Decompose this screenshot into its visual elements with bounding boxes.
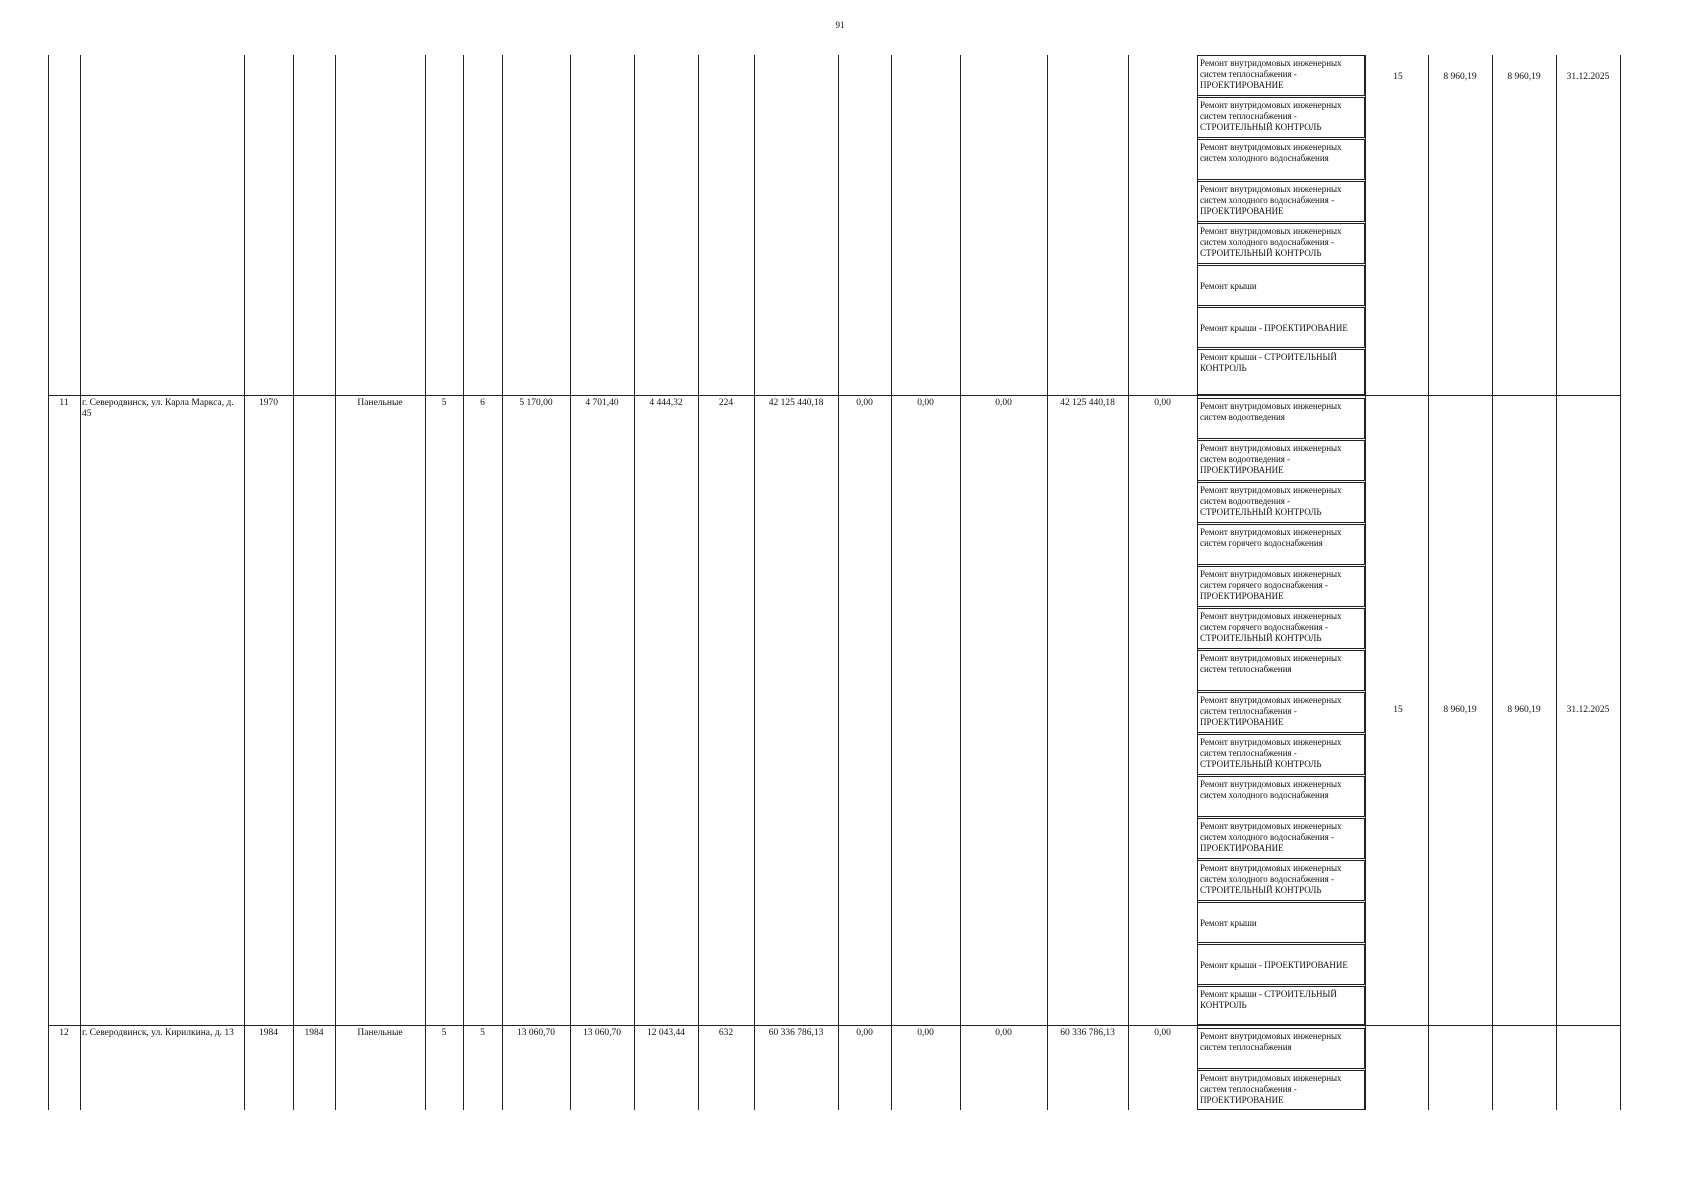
row-11-cost-1: 8 960,19 (1443, 705, 1477, 715)
work-item: Ремонт внутридомовых инженерных систем водоотведения - ПРОЕКТИРОВАНИЕ (1197, 440, 1365, 481)
work-item: Ремонт внутридомовых инженерных систем теплоснабжения (1197, 650, 1365, 691)
address: г. Северодвинск, ул. Карла Маркса, д. 45 (82, 398, 234, 419)
work-item: Ремонт внутридомовых инженерных систем горячего водоснабжения - СТРОИТЕЛЬНЫЙ КОНТРОЛЬ (1197, 608, 1365, 649)
work-item: Ремонт внутридомовых инженерных систем горячего водоснабжения - ПРОЕКТИРОВАНИЕ (1197, 566, 1365, 607)
block-1-cost-2: 8 960,19 (1507, 72, 1541, 82)
fund-local: 0,00 (995, 1028, 1012, 1038)
block-1-date: 31.12.2025 (1566, 72, 1610, 82)
entrances: 6 (480, 398, 485, 408)
fund-regional: 0,00 (917, 398, 934, 408)
row-number: 12 (59, 1028, 69, 1038)
work-item: Ремонт внутридомовых инженерных систем горячего водоснабжения (1197, 524, 1365, 565)
work-item: Ремонт внутридомовых инженерных систем теплоснабжения - ПРОЕКТИРОВАНИЕ (1197, 692, 1365, 733)
area-residential: 12 043,44 (647, 1028, 685, 1038)
work-item: Ремонт внутридомовых инженерных систем теплоснабжения - СТРОИТЕЛЬНЫЙ КОНТРОЛЬ (1197, 97, 1365, 138)
entrances: 5 (480, 1028, 485, 1038)
work-item: Ремонт крыши - СТРОИТЕЛЬНЫЙ КОНТРОЛЬ (1197, 986, 1365, 1025)
work-item: Ремонт внутридомовых инженерных систем холодного водоснабжения (1197, 139, 1365, 180)
area-total: 13 060,70 (517, 1028, 555, 1038)
work-item: Ремонт крыши (1197, 902, 1365, 943)
page-number: 91 (835, 20, 845, 30)
year-built: 1970 (259, 398, 278, 408)
work-item: Ремонт крыши - ПРОЕКТИРОВАНИЕ (1197, 944, 1365, 985)
fund-federal: 0,00 (856, 1028, 873, 1038)
fund-regional: 0,00 (917, 1028, 934, 1038)
year-reconstruction: 1984 (304, 1028, 324, 1038)
work-item: Ремонт внутридомовых инженерных систем водоотведения (1197, 398, 1365, 439)
fund-owners: 42 125 440,18 (1060, 398, 1115, 408)
work-item: Ремонт внутридомовых инженерных систем холодного водоснабжения (1197, 776, 1365, 817)
fund-federal: 0,00 (856, 398, 873, 408)
work-item: Ремонт крыши (1197, 265, 1365, 306)
block-1-term: 15 (1393, 72, 1403, 82)
row-11-cost-2: 8 960,19 (1507, 705, 1541, 715)
area-total: 5 170,00 (519, 398, 553, 408)
work-item: Ремонт внутридомовых инженерных систем холодного водоснабжения - ПРОЕКТИРОВАНИЕ (1197, 181, 1365, 222)
wall-material: Панельные (357, 1028, 403, 1038)
cost-total: 60 336 786,13 (768, 1028, 824, 1038)
cost-total: 42 125 440,18 (768, 398, 824, 408)
row-11-term: 15 (1393, 705, 1403, 715)
residents: 224 (718, 398, 734, 408)
row-11-date: 31.12.2025 (1566, 705, 1610, 715)
fund-other: 0,00 (1154, 398, 1171, 408)
fund-local: 0,00 (995, 398, 1012, 408)
residents: 632 (718, 1028, 734, 1038)
work-item: Ремонт внутридомовых инженерных систем теплоснабжения (1197, 1028, 1365, 1069)
floors: 5 (441, 1028, 447, 1038)
block-1-cost-1: 8 960,19 (1443, 72, 1477, 82)
work-item: Ремонт внутридомовых инженерных систем холодного водоснабжения - СТРОИТЕЛЬНЫЙ КОНТРОЛЬ (1197, 860, 1365, 901)
floors: 5 (441, 398, 447, 408)
work-item: Ремонт внутридомовых инженерных систем теплоснабжения - ПРОЕКТИРОВАНИЕ (1197, 1070, 1365, 1110)
work-item: Ремонт внутридомовых инженерных систем холодного водоснабжения - ПРОЕКТИРОВАНИЕ (1197, 818, 1365, 859)
work-item: Ремонт крыши - СТРОИТЕЛЬНЫЙ КОНТРОЛЬ (1197, 349, 1365, 395)
area-rooms: 4 701,40 (585, 398, 619, 408)
address: г. Северодвинск, ул. Кирилкина, д. 13 (82, 1028, 234, 1038)
fund-owners: 60 336 786,13 (1060, 1028, 1115, 1038)
work-item: Ремонт внутридомовых инженерных систем холодного водоснабжения - СТРОИТЕЛЬНЫЙ КОНТРОЛЬ (1197, 223, 1365, 264)
wall-material: Панельные (357, 398, 403, 408)
work-item: Ремонт внутридомовых инженерных систем теплоснабжения - СТРОИТЕЛЬНЫЙ КОНТРОЛЬ (1197, 734, 1365, 775)
area-residential: 4 444,32 (649, 398, 683, 408)
row-number: 11 (59, 398, 69, 408)
work-item: Ремонт крыши - ПРОЕКТИРОВАНИЕ (1197, 307, 1365, 348)
fund-other: 0,00 (1154, 1028, 1171, 1038)
year-built: 1984 (259, 1028, 278, 1038)
work-item: Ремонт внутридомовых инженерных систем водоотведения - СТРОИТЕЛЬНЫЙ КОНТРОЛЬ (1197, 482, 1365, 523)
work-item: Ремонт внутридомовых инженерных систем теплоснабжения - ПРОЕКТИРОВАНИЕ (1197, 55, 1365, 96)
area-rooms: 13 060,70 (583, 1028, 621, 1038)
